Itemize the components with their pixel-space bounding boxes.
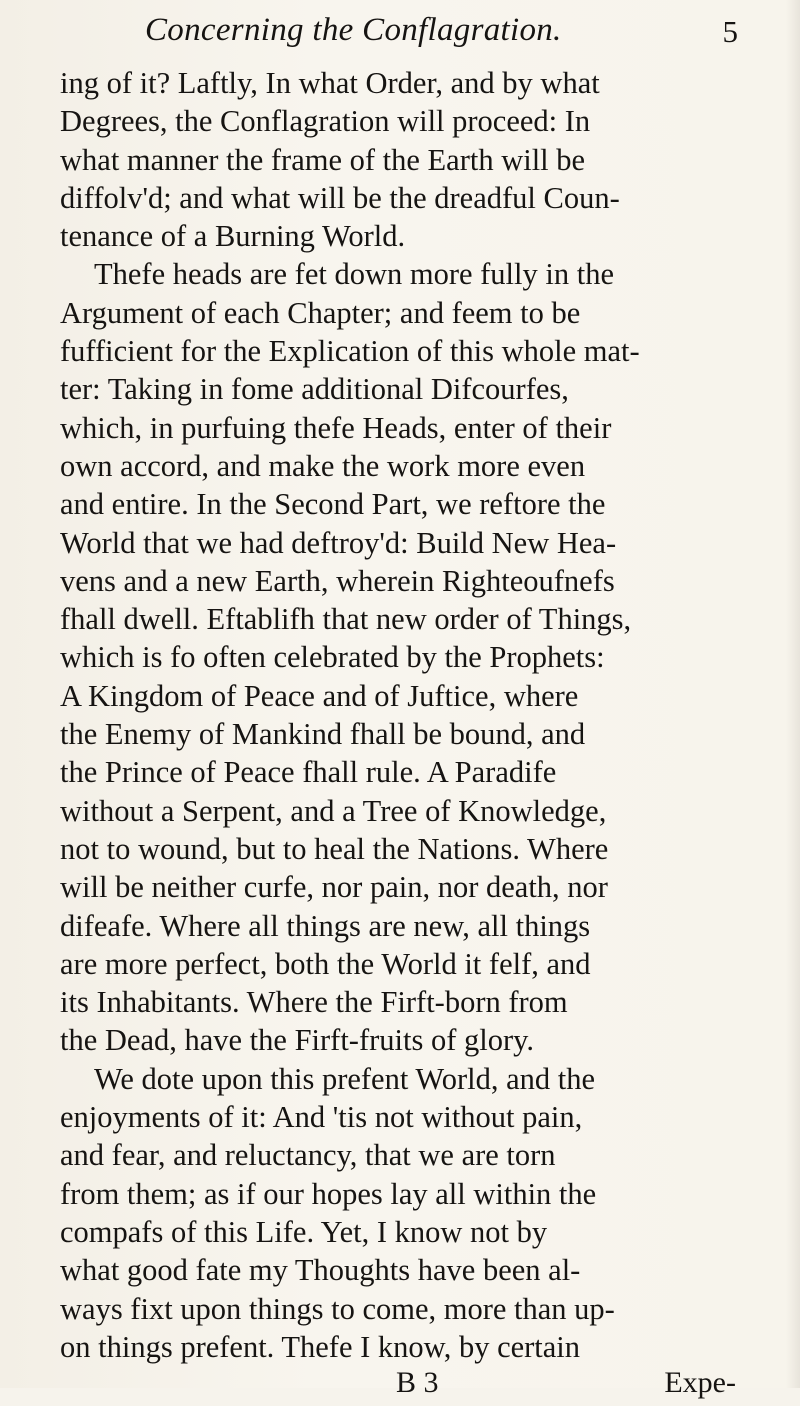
running-title: Concerning the Conflagration. — [145, 12, 562, 48]
catchword: Expe- — [664, 1366, 736, 1400]
text-line: World that we had deftroy'd: Build New Hea- — [60, 525, 617, 560]
text-line: what good fate my Thoughts have been al- — [60, 1253, 581, 1288]
text-line: on things prefent. Thefe I know, by certain — [60, 1329, 581, 1364]
signature-mark: B 3 — [396, 1366, 439, 1400]
page-number: 5 — [722, 14, 738, 49]
text-line: enjoyments of it: And 'tis not without pain, — [60, 1100, 583, 1135]
text-line: without a Serpent, and a Tree of Knowledge, — [60, 793, 607, 828]
text-line: will be neither curfe, nor pain, nor death, nor — [60, 870, 608, 905]
text-line: not to wound, but to heal the Nations. Where — [60, 831, 609, 866]
text-line: which, in purfuing thefe Heads, enter of their — [60, 410, 612, 445]
text-line: ways fixt upon things to come, more than up- — [60, 1291, 615, 1326]
text-line: fufficient for the Explication of this whole mat- — [60, 334, 640, 369]
text-line: own accord, and make the work more even — [60, 448, 586, 483]
text-line: diffolv'd; and what will be the dreadful Coun- — [60, 180, 620, 215]
text-line: from them; as if our hopes lay all within the — [60, 1176, 597, 1211]
text-line: compafs of this Life. Yet, I know not by — [60, 1214, 548, 1249]
page-edge-shadow — [786, 0, 800, 1388]
text-line: its Inhabitants. Where the Firft-born from — [60, 985, 568, 1020]
text-line: We dote upon this prefent World, and the — [94, 1061, 596, 1096]
text-line: the Enemy of Mankind fhall be bound, and — [60, 717, 586, 752]
body-text — [60, 64, 770, 1366]
text-line: ter: Taking in fome additional Difcourfes, — [60, 372, 569, 407]
text-line: Thefe heads are fet down more fully in the — [94, 257, 614, 292]
text-line: vens and a new Earth, wherein Righteoufnefs — [60, 563, 615, 598]
text-line: Degrees, the Conflagration will proceed: In — [60, 104, 591, 139]
text-line: ing of it? Laftly, In what Order, and by what — [60, 66, 600, 100]
text-line: the Dead, have the Firft-fruits of glory. — [60, 1023, 535, 1058]
text-line: difeafe. Where all things are new, all things — [60, 908, 591, 943]
text-line: tenance of a Burning World. — [60, 219, 406, 254]
text-line: fhall dwell. Eftablifh that new order of Things, — [60, 602, 632, 637]
running-head — [60, 6, 770, 64]
text-line: and entire. In the Second Part, we reftore the — [60, 487, 606, 522]
text-line: and fear, and reluctancy, that we are torn — [60, 1138, 556, 1173]
text-line: which is fo often celebrated by the Prophets: — [60, 640, 605, 675]
text-line: are more perfect, both the World it felf, and — [60, 946, 591, 981]
page-footer — [60, 1366, 770, 1406]
text-line: Argument of each Chapter; and feem to be — [60, 295, 581, 330]
text-line: what manner the frame of the Earth will be — [60, 142, 586, 177]
text-line: A Kingdom of Peace and of Juftice, where — [60, 678, 579, 713]
text-line: the Prince of Peace fhall rule. A Paradife — [60, 755, 557, 790]
